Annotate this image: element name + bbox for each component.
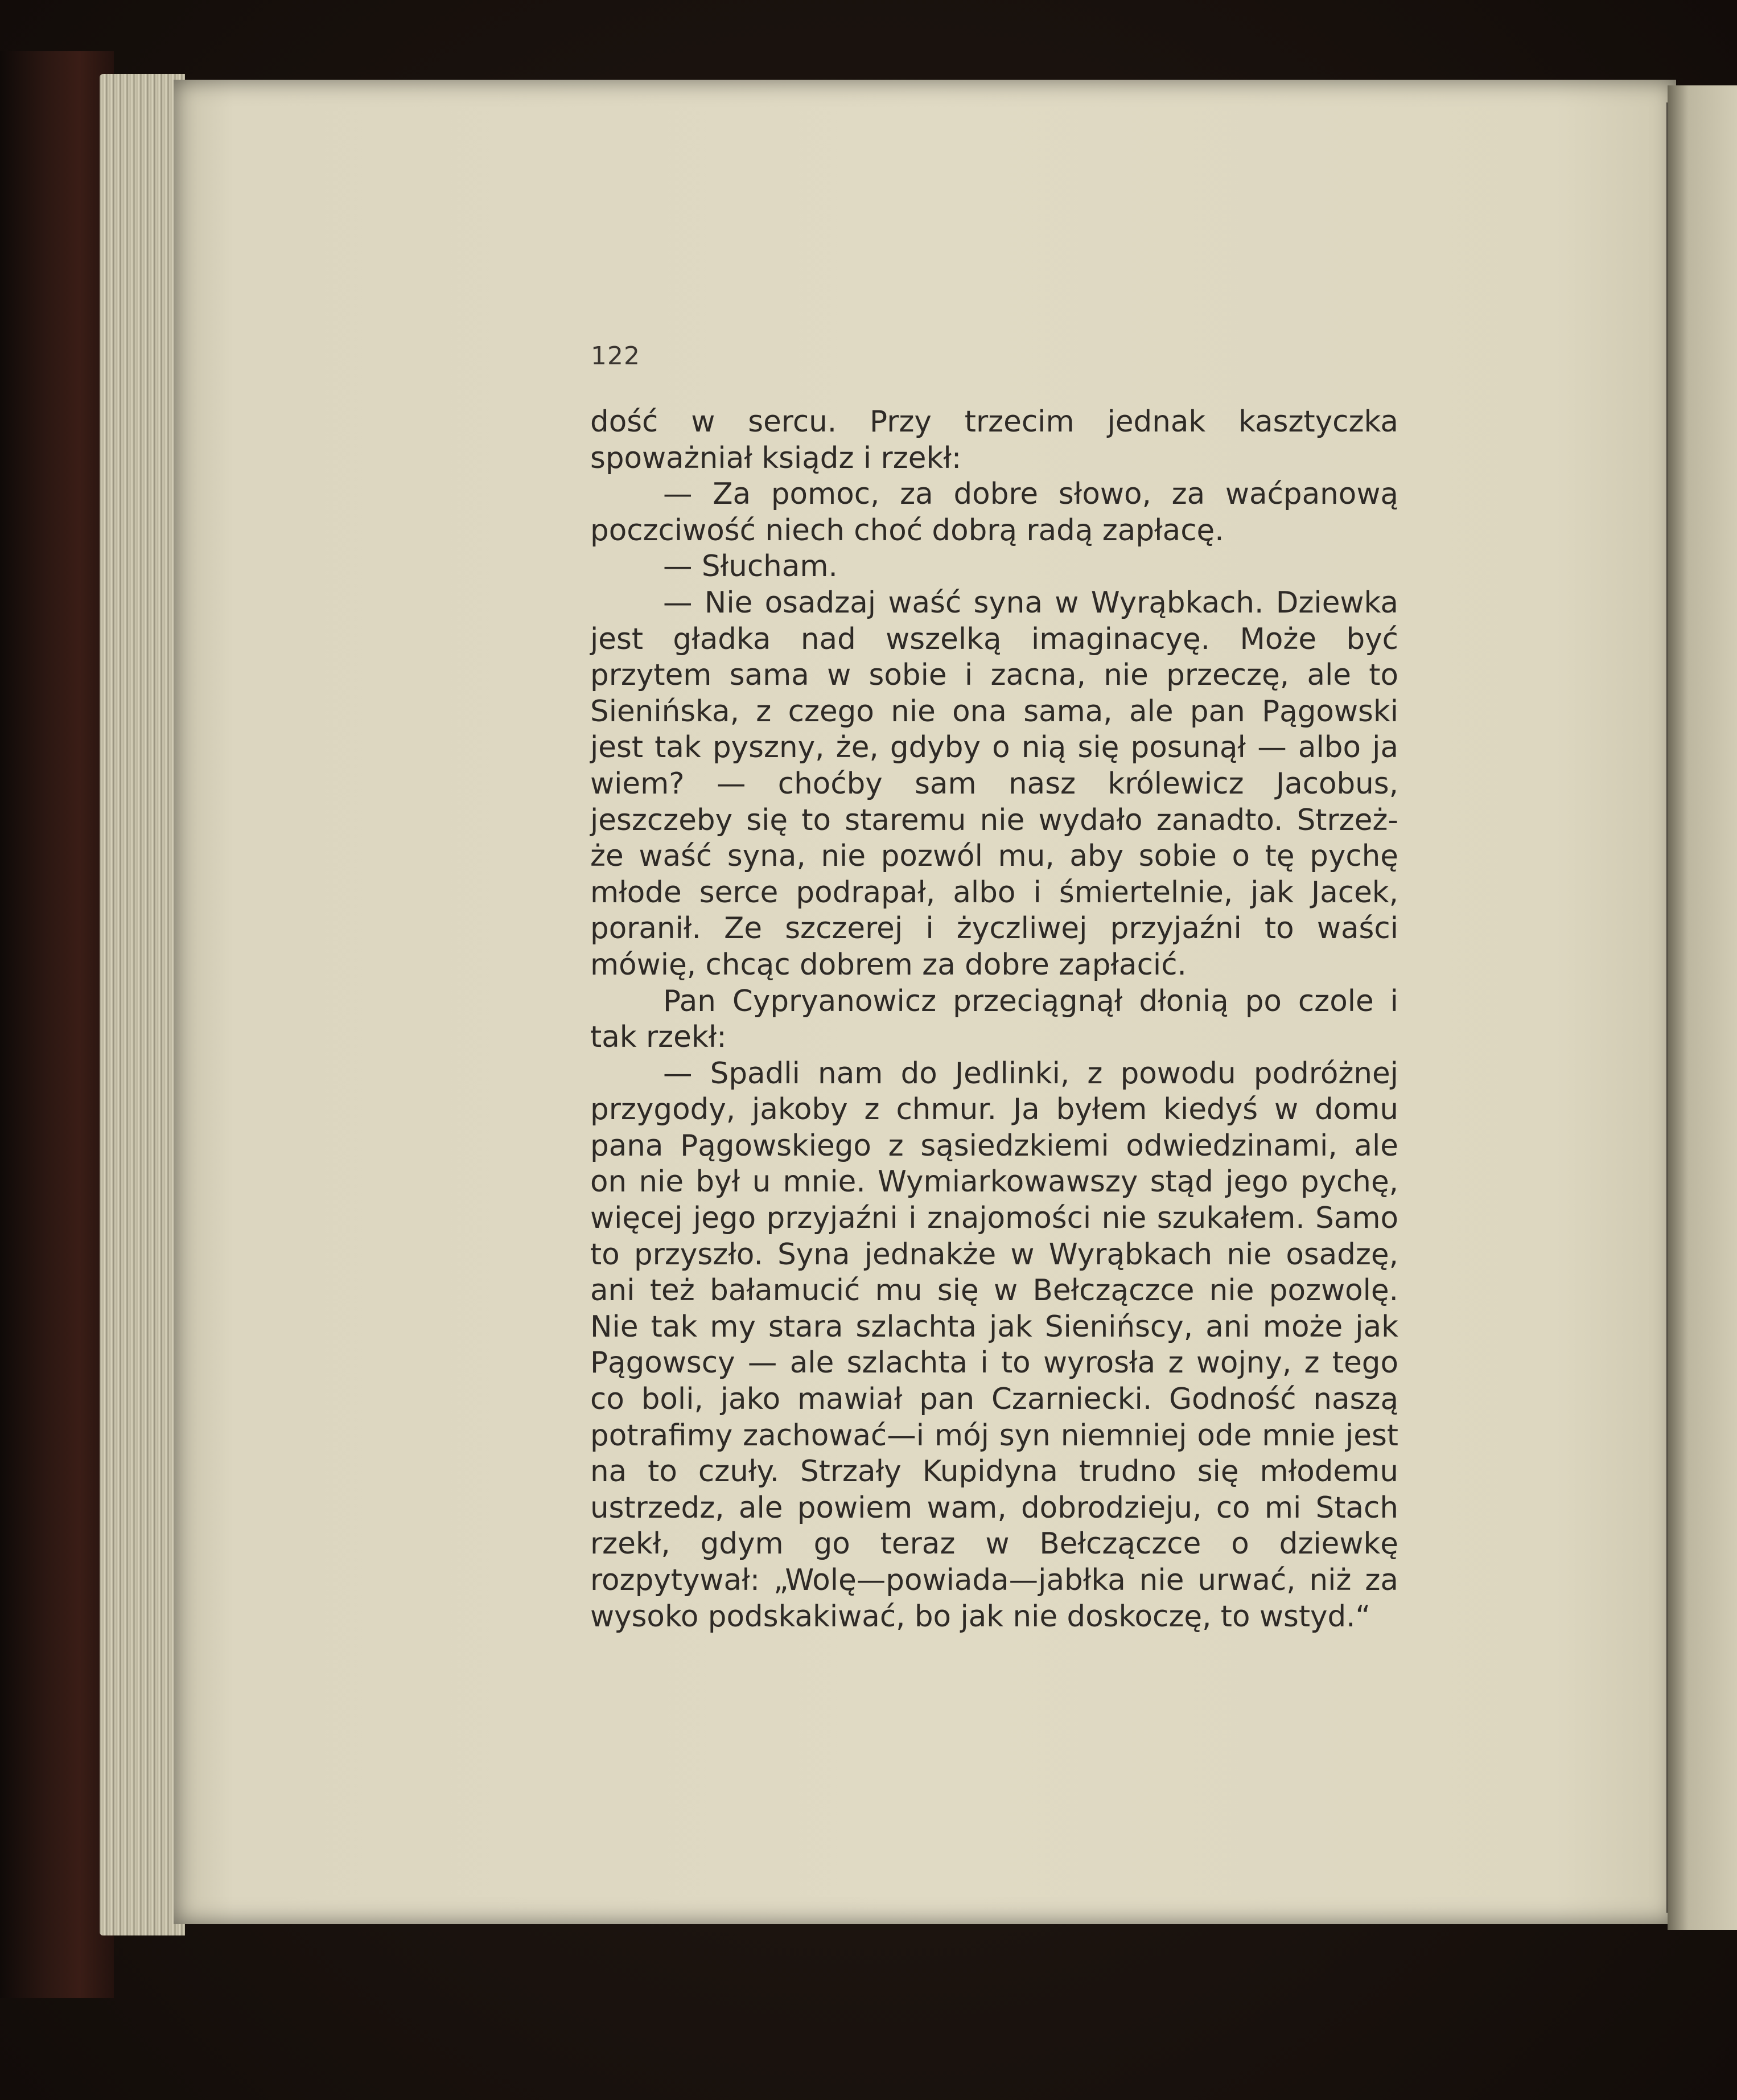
paragraph: — Słucham. (663, 549, 838, 584)
paragraph: — Spadli nam do Jedlinki, z powodu podróżnej przygody, jakoby z chmur. Ja byłem kiedyś w domu pana Pągowskiego z sąsiedzkiemi odwiedzinami, ale on nie był u mnie. Wymiarkowawszy stąd jego pychę, więcej jego przyjaźni i znajomości nie szukałem. Samo to przyszło. Syna jednakże w Wyrąbkach nie osadzę, ani też bałamucić mu się w Bełczączce nie pozwolę. Nie tak my stara szlachta jak Sienińscy, ani może jak Pągowscy — ale szlachta i to wyrosła z wojny, z tego co boli, jako mawiał pan Czarniecki. Godność naszą potrafimy zachować—i mój syn niemniej ode mnie jest na to czuły. Strzały Kupidyna trudno się młodemu ustrzedz, ale powiem wam, dobrodzieju, co mi Stach rzekł, gdym go teraz w Bełczączce o dziewkę rozpytywał: „Wolę—powiada—jabłka nie urwać, niż za wysoko podskakiwać, bo jak nie doskoczę, to wstyd.“ (590, 1056, 1398, 1634)
paragraph: — Za pomoc, za dobre słowo, za waćpanową poczciwość niech choć dobrą radą zapłacę. (590, 477, 1398, 548)
page-edges (100, 74, 185, 1935)
book-cover-edge (0, 51, 114, 1998)
paragraph: Pan Cypryanowicz przeciągnął dłonią po czole i tak rzekł: (590, 984, 1398, 1055)
paragraph: — Nie osadzaj waść syna w Wyrąbkach. Dziewka jest gładka nad wszelką imaginacyę. Może być przytem sama w sobie i zacna, nie przeczę, ale to Sienińska, z czego nie ona sama, ale pan Pągowski jest tak pyszny, że, gdyby o nią się posunął — albo ja wiem? — choćby sam nasz królewicz Jacobus, jeszczeby się to staremu nie wydało zanadto. Strzeż-że waść syna, nie pozwól mu, aby sobie o tę pychę młode serce podrapał, albo i śmiertelnie, jak Jacek, poranił. Ze szczerej i życzliwej przyjaźni to waści mówię, chcąc dobrem za dobre zapłacić. (590, 585, 1398, 982)
paragraph: dość w sercu. Przy trzecim jednak kasztyczka spoważniał ksiądz i rzekł: (590, 405, 1398, 475)
body-text (590, 404, 1398, 1635)
facing-page-edge (1668, 85, 1737, 1930)
page-number: 122 (591, 342, 640, 371)
